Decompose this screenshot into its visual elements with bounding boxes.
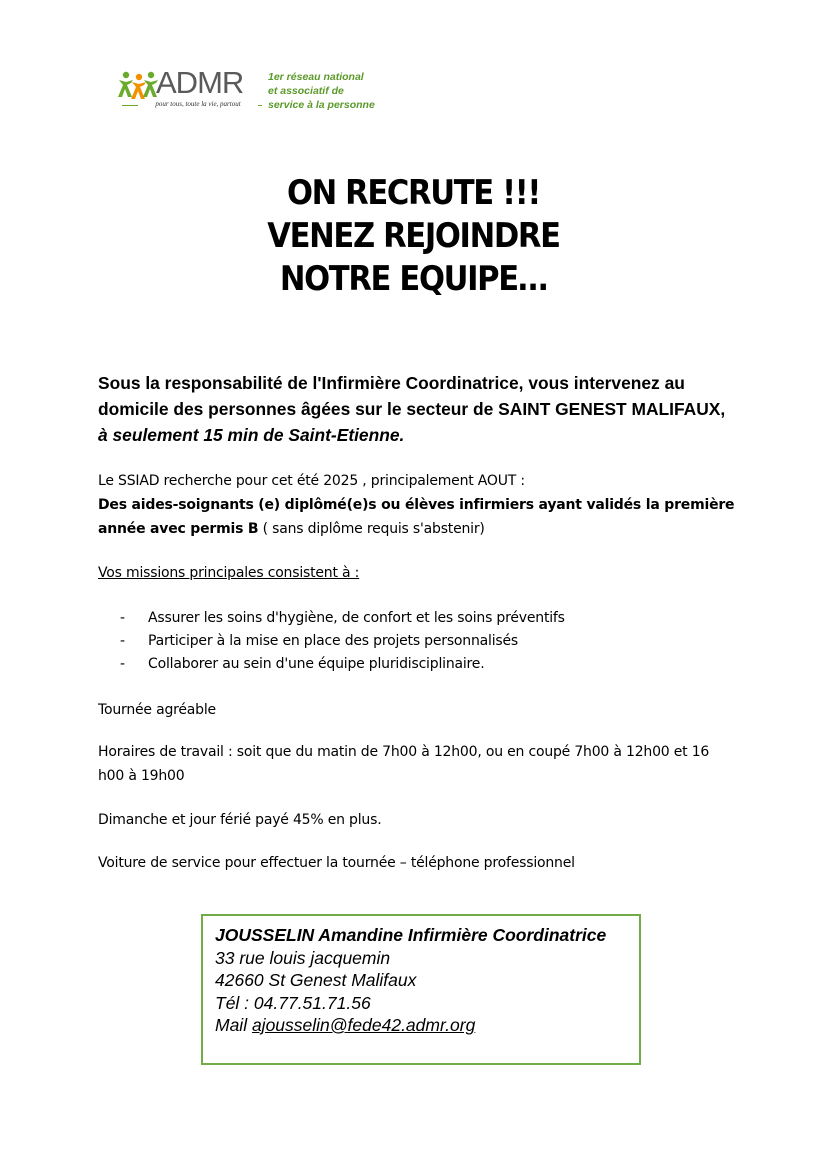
intro-italic: à seulement 15 min de Saint-Etienne.: [98, 425, 405, 445]
headline-line: NOTRE EQUIPE…: [279, 259, 548, 299]
logo-tagline: [268, 70, 375, 112]
hours-text: Horaires de travail : soit que du matin de 7h00 à 12h00, ou en coupé 7h00 à 12h00 et 16 h00 à 19h00: [98, 744, 710, 784]
mail-label: Mail: [215, 1015, 252, 1035]
mission-text: Assurer les soins d'hygiène, de confort et les soins préventifs: [148, 610, 565, 626]
recruit-requirements: [98, 493, 738, 541]
bullet-dash: -: [120, 610, 125, 626]
recruit-paragraph: [98, 469, 738, 541]
intro-text: Sous la responsabilité de l'Infirmière Coordinatrice, vous intervenez au domicile des personnes âgées sur le secteur de SAINT GENEST MALIFAUX,: [98, 373, 726, 419]
tagline-line: 1er réseau national: [268, 71, 364, 83]
email-link[interactable]: ajousselin@fede42.admr.org: [251, 1015, 476, 1035]
recruit-tail: ( sans diplôme requis s'abstenir): [258, 521, 485, 537]
car-text: Voiture de service pour effectuer la tournée – téléphone professionnel: [98, 855, 575, 871]
intro-paragraph: [98, 370, 738, 448]
contact-city: 42660 St Genest Malifaux: [215, 970, 417, 990]
recruit-line: Le SSIAD recherche pour cet été 2025 , principalement AOUT :: [98, 473, 525, 489]
logo-slogan: pour tous, toute la vie, partout: [138, 100, 258, 108]
contact-mail: [215, 1014, 627, 1037]
contact-name: JOUSSELIN Amandine Infirmière Coordinatrice: [215, 925, 607, 945]
mission-text: Participer à la mise en place des projets personnalisés: [148, 633, 519, 649]
logo-brand: ADMR: [156, 65, 244, 100]
mission-text: Collaborer au sein d'une équipe pluridisciplinaire.: [148, 656, 485, 672]
tour-text: Tournée agréable: [98, 702, 216, 718]
list-item: [120, 653, 740, 676]
people-logo-icon: [118, 68, 158, 102]
missions-list: [120, 607, 740, 676]
missions-heading: [98, 561, 738, 585]
list-item: [120, 607, 740, 630]
tagline-line: et associatif de: [268, 85, 344, 97]
sunday-text: Dimanche et jour férié payé 45% en plus.: [98, 812, 382, 828]
page-headline: [41, 172, 785, 301]
headline-line: VENEZ REJOINDRE: [267, 216, 560, 256]
list-item: [120, 630, 740, 653]
recruit-bold: Des aides-soignants (e) diplômé(e)s ou élèves infirmiers ayant validés la première année avec permis B: [98, 497, 735, 537]
contact-box: [201, 914, 641, 1065]
bullet-dash: -: [120, 656, 125, 672]
missions-heading-text: Vos missions principales consistent à :: [98, 565, 360, 581]
tagline-line: service à la personne: [268, 99, 375, 111]
contact-street: 33 rue louis jacquemin: [215, 947, 391, 968]
admr-logo: [116, 62, 416, 114]
headline-line: ON RECRUTE !!!: [286, 173, 540, 213]
bullet-dash: -: [120, 633, 125, 649]
contact-phone: Tél : 04.77.51.71.56: [215, 992, 371, 1013]
